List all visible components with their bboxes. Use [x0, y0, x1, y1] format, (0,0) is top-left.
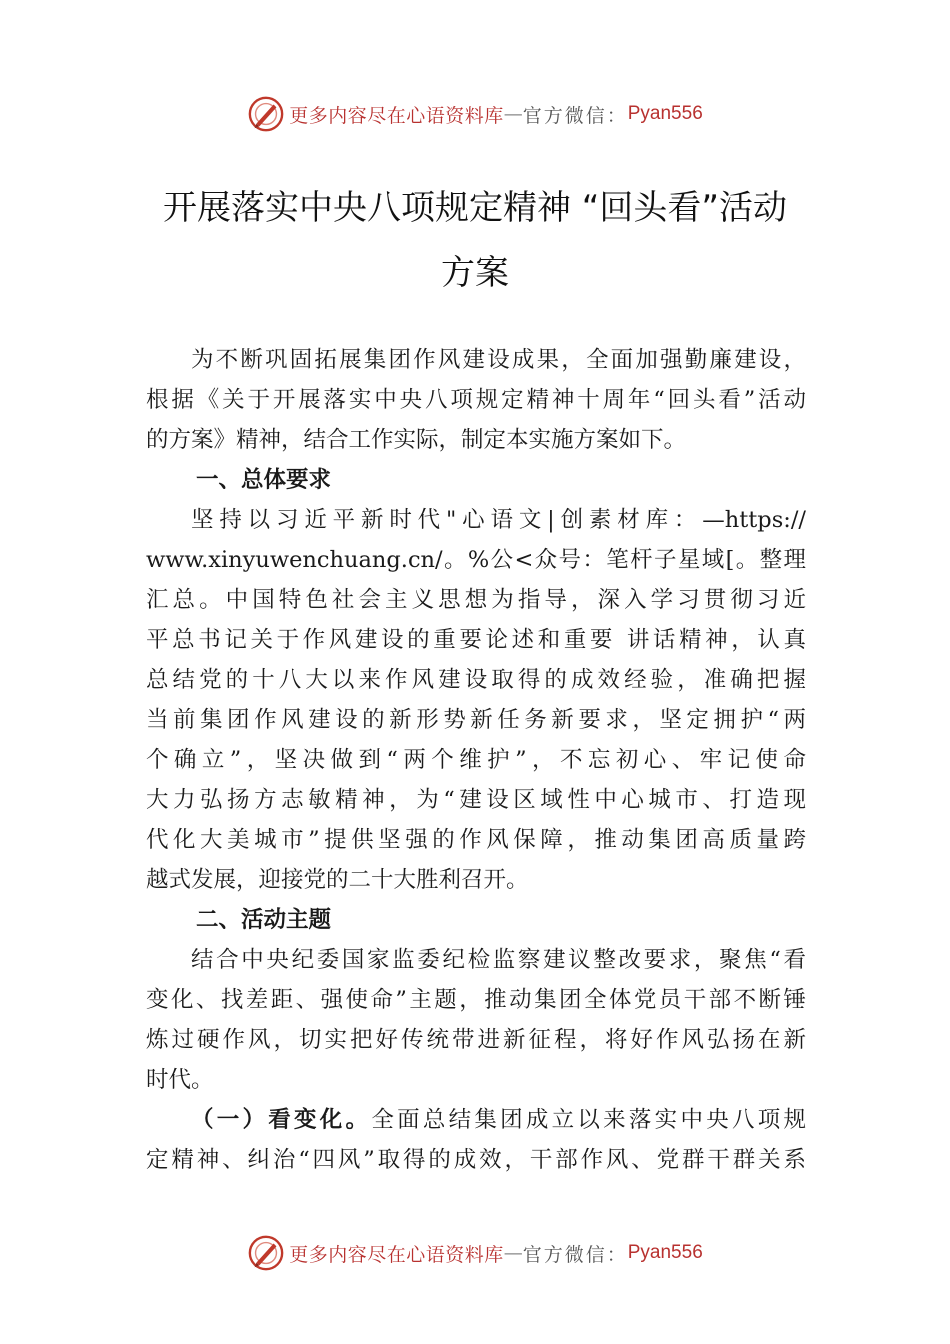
section2-line: 结合中央纪委国家监委纪检监察建议整改要求，聚焦“看 — [191, 947, 806, 973]
section-heading-2: 二、活动主题 — [196, 907, 332, 933]
section1-line: 个确立”，坚决做到“两个维护”，不忘初心、牢记使命 — [146, 747, 806, 773]
banner-wechat-id: Pyan556 — [627, 1242, 703, 1263]
document-body — [146, 340, 806, 1180]
subsection-1-label: （一）看变化。 — [191, 1107, 372, 1133]
intro-line: 为不断巩固拓展集团作风建设成果，全面加强勤廉建设， — [191, 347, 806, 373]
subsection-1-text: 全面总结集团成立以来落实中央八项规 — [371, 1107, 806, 1133]
banner-main-text: 更多内容尽在心语资料库 — [289, 104, 504, 127]
pen-seal-logo-icon — [247, 1234, 285, 1272]
section1-line: 汇总。中国特色社会主义思想为指导，深入学习贯彻习近 — [146, 587, 806, 613]
section1-line: 坚持以习近平新时代"心语文|创素材库：—https:// — [191, 507, 806, 533]
section1-line: 平总书记关于作风建设的重要论述和重要 讲话精神，认真 — [146, 627, 806, 653]
header-banner — [0, 94, 950, 134]
section2-line: 变化、找差距、强使命”主题，推动集团全体党员干部不断锤 — [146, 987, 806, 1013]
banner-main-text: 更多内容尽在心语资料库 — [289, 1243, 504, 1266]
banner-wechat-label: 官方微信： — [522, 1243, 628, 1266]
section1-line: www.xinyuwenchuang.cn/。%公<众号：笔杆子星域[。整理 — [146, 547, 806, 573]
intro-line: 根据《关于开展落实中央八项规定精神十周年“回头看”活动 — [146, 387, 806, 413]
section1-line: 当前集团作风建设的新形势新任务新要求，坚定拥护“两 — [146, 707, 806, 733]
section2-line: 炼过硬作风，切实把好传统带进新征程，将好作风弘扬在新 — [146, 1027, 806, 1053]
banner-wechat-id: Pyan556 — [627, 103, 703, 124]
subsection-1-line: 定精神、纠治“四风”取得的成效，干部作风、党群干群关系 — [146, 1147, 806, 1173]
section1-line: 代化大美城市”提供坚强的作风保障，推动集团高质量跨 — [146, 827, 806, 853]
footer-banner — [0, 1233, 950, 1273]
pen-seal-logo-icon — [247, 95, 285, 133]
banner-wechat-label: 官方微信： — [522, 104, 628, 127]
document-title-line2: 方案 — [441, 253, 509, 293]
intro-line: 的方案》精神，结合工作实际，制定本实施方案如下。 — [146, 427, 687, 453]
section-heading-1: 一、总体要求 — [196, 467, 332, 493]
section1-line: 越式发展，迎接党的二十大胜利召开。 — [146, 867, 529, 893]
subsection-1-line — [146, 1100, 806, 1140]
document-title-line1: 开展落实中央八项规定精神 “回头看”活动 — [162, 188, 788, 228]
banner-separator: — — [503, 103, 523, 125]
section1-line: 总结党的十八大以来作风建设取得的成效经验，准确把握 — [146, 667, 806, 693]
banner-separator: — — [503, 1242, 523, 1264]
section2-line: 时代。 — [146, 1067, 214, 1093]
section1-line: 大力弘扬方志敏精神，为“建设区域性中心城市、打造现 — [146, 787, 806, 813]
